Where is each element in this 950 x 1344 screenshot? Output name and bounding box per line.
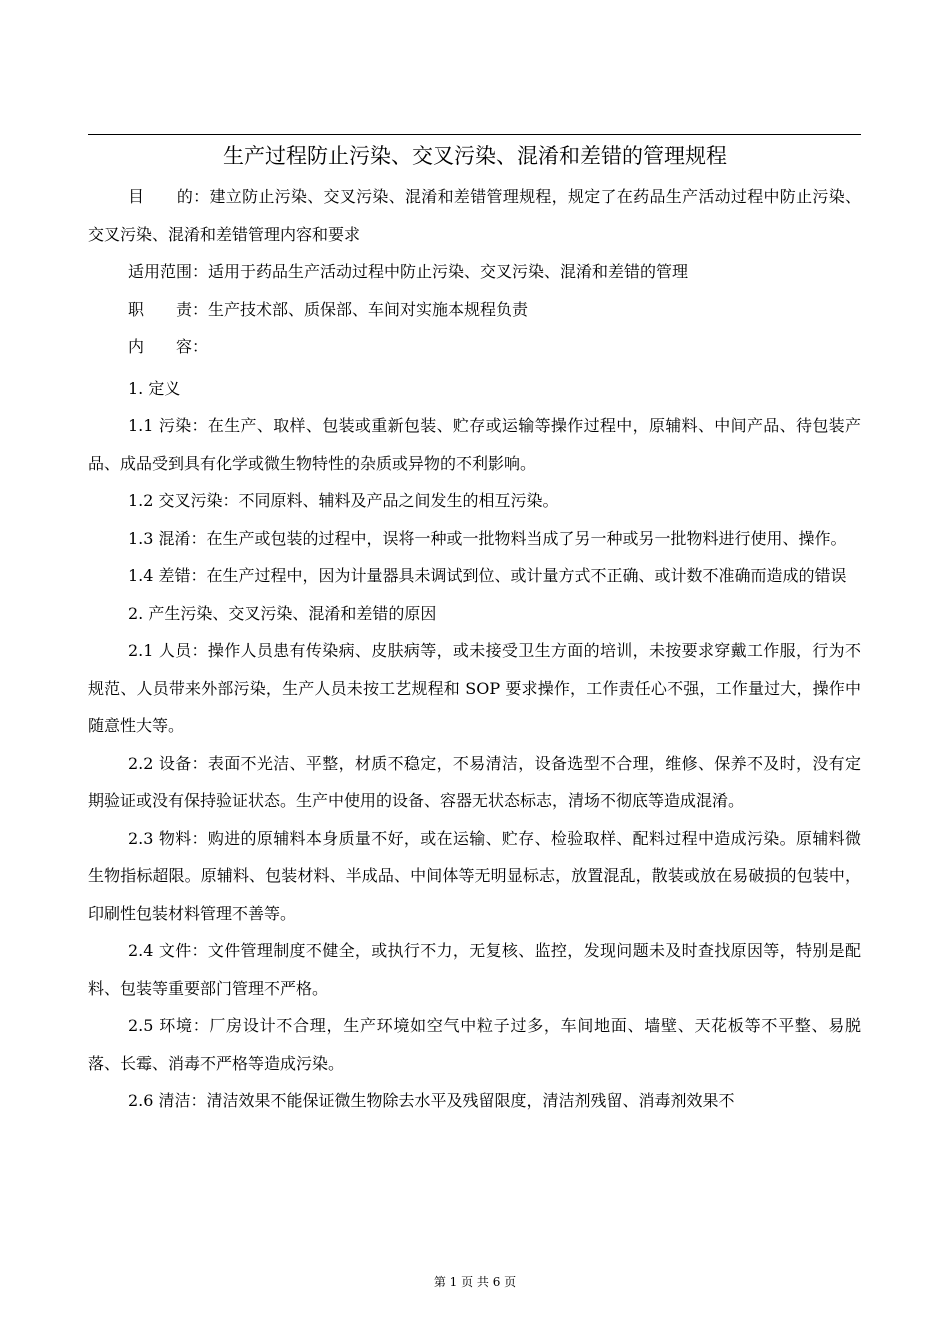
paragraph-2-1: 2.1 人员：操作人员患有传染病、皮肤病等，或未接受卫生方面的培训，未按要求穿戴工作服，行为不规范、人员带来外部污染，生产人员未按工艺规程和 SOP 要求操作，工作责任心不强，工作量过大，操作中随意性大等。 (88, 641, 861, 735)
paragraph-2-3: 2.3 物料：购进的原辅料本身质量不好，或在运输、贮存、检验取样、配料过程中造成污染。原辅料微生物指标超限。原辅料、包装材料、半成品、中间体等无明显标志，放置混乱，散装或放在易破损的包装中，印刷性包装材料管理不善等。 (88, 828, 861, 923)
paragraph-1-4: 1.4 差错：在生产过程中，因为计量器具未调试到位、或计量方式不正确、或计数不准确而造成的错误 (128, 566, 847, 585)
header-rule (88, 134, 861, 135)
section-heading-2: 2. 产生污染、交叉污染、混淆和差错的原因 (128, 603, 437, 623)
document-title: 生产过程防止污染、交叉污染、混淆和差错的管理规程 (223, 144, 727, 168)
paragraph-1-1: 1.1 污染：在生产、取样、包装或重新包装、贮存或运输等操作过程中，原辅料、中间产品、待包装产品、成品受到具有化学或微生物特性的杂质或异物的不利影响。 (88, 416, 861, 473)
paragraph-2-2: 2.2 设备：表面不光洁、平整，材质不稳定，不易清洁，设备选型不合理，维修、保养不及时，没有定期验证或没有保持验证状态。生产中使用的设备、容器无状态标志，清场不彻底等造成混淆。 (88, 753, 861, 810)
paragraph-2-5: 2.5 环境：厂房设计不合理，生产环境如空气中粒子过多，车间地面、墙壁、天花板等不平整、易脱落、长霉、消毒不严格等造成污染。 (88, 1016, 861, 1073)
document-body (88, 178, 861, 1120)
paragraph-purpose: 目 的：建立防止污染、交叉污染、混淆和差错管理规程，规定了在药品生产活动过程中防止污染、交叉污染、混淆和差错管理内容和要求 (88, 187, 861, 244)
paragraph-responsibility: 职 责：生产技术部、质保部、车间对实施本规程负责 (128, 299, 529, 319)
paragraph-1-2: 1.2 交叉污染：不同原料、辅料及产品之间发生的相互污染。 (128, 491, 559, 510)
paragraph-2-6: 2.6 清洁：清洁效果不能保证微生物除去水平及残留限度，清洁剂残留、消毒剂效果不 (128, 1091, 735, 1110)
section-heading-1: 1. 定义 (128, 378, 181, 398)
paragraph-content-heading: 内 容： (128, 337, 209, 356)
paragraph-scope: 适用范围：适用于药品生产活动过程中防止污染、交叉污染、混淆和差错的管理 (128, 262, 689, 281)
page-footer: 第 1 页 共 6 页 (433, 1275, 517, 1289)
paragraph-2-4: 2.4 文件：文件管理制度不健全，或执行不力，无复核、监控，发现问题未及时查找原因等，特别是配料、包装等重要部门管理不严格。 (88, 941, 861, 998)
paragraph-1-3: 1.3 混淆：在生产或包装的过程中，误将一种或一批物料当成了另一种或另一批物料进行使用、操作。 (128, 528, 847, 548)
